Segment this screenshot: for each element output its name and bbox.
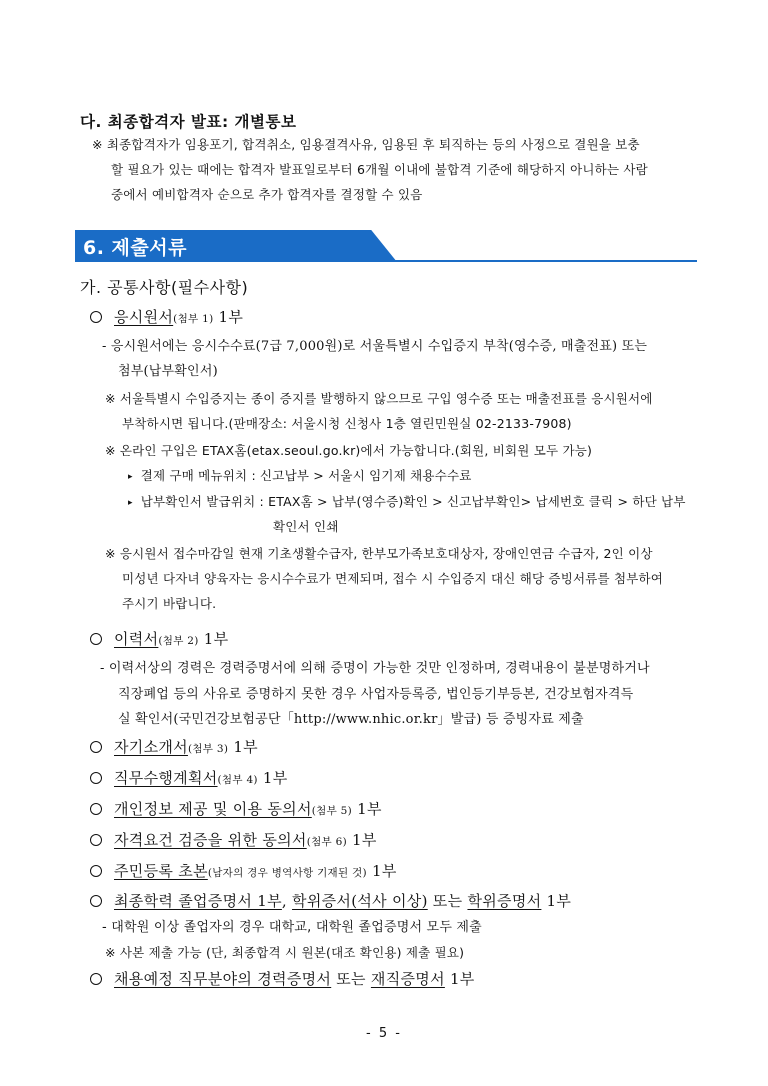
circle-bullet-icon	[90, 834, 102, 846]
triangle-bullet-icon: ▸	[128, 472, 133, 482]
item-label: 자기소개서	[114, 738, 188, 756]
item1-note3-line-1: ※ 응시원서 접수마감일 현재 기초생활수급자, 한부모가족보호대상자, 장애인연금 수급자, 2인 이상	[105, 546, 653, 561]
item-part3: 학위증명서	[467, 892, 542, 910]
item-diploma	[90, 890, 571, 911]
section-da-note-line-1: ※ 최종합격자가 임용포기, 합격취소, 임용결격사유, 임용된 후 퇴직하는 등의 사정으로 결원을 보충	[92, 137, 640, 152]
item-count: 1부	[366, 862, 397, 880]
item1-dash-line-2: 첨부(납부확인서)	[118, 364, 218, 379]
bullet-text: 결제 구매 메뉴위치 : 신고납부 > 서울시 임기제 채용수수료	[140, 468, 472, 483]
item1-note1-line-1: ※ 서울특별시 수입증지는 종이 증지를 발행하지 않으므로 구입 영수증 또는 매출전표를 응시원서에	[105, 391, 653, 406]
item-job-plan	[90, 767, 288, 788]
item-attach: (첨부 5)	[311, 805, 353, 817]
item-attach: (첨부 3)	[187, 743, 229, 755]
item-count: 1부	[352, 800, 382, 818]
item-label: 이력서	[114, 630, 159, 648]
item1-note2: ※ 온라인 구입은 ETAX홈(etax.seoul.go.kr)에서 가능합니다.(회원, 비회원 모두 가능)	[105, 443, 593, 458]
item-part2: 재직증명서	[370, 970, 445, 988]
item-count: 1부	[198, 630, 229, 648]
circle-bullet-icon	[90, 895, 102, 907]
circle-bullet-icon	[90, 741, 102, 753]
item-label: 주민등록 초본	[114, 862, 208, 880]
circle-bullet-icon	[90, 973, 102, 985]
item1-note3-line-3: 주시기 바랍니다.	[122, 596, 217, 611]
item1-dash-line-1: - 응시원서에는 응시수수료(7급 7,000원)로 서울특별시 수입증지 부착(영수증, 매출전표) 또는	[102, 339, 648, 354]
item-attach: (첨부 6)	[306, 836, 347, 848]
item-attach: (남자의 경우 병역사항 기재된 것)	[207, 867, 367, 879]
section-da-heading: 다. 최종합격자 발표: 개별통보	[80, 113, 297, 131]
item1-note1-line-2: 부착하시면 됩니다.(판매장소: 서울시청 신청사 1층 열린민원실 02-2133-7908)	[122, 416, 572, 431]
item-count: 1부	[444, 970, 475, 988]
item8-note: ※ 사본 제출 가능 (단, 최종합격 시 원본(대조 확인용) 제출 필요)	[105, 945, 465, 960]
item2-dash-line-1: - 이력서상의 경력은 경력증명서에 의해 증명이 가능한 것만 인정하며, 경력내용이 불분명하거나	[100, 661, 650, 676]
section-da-note-line-3: 중에서 예비합격자 순으로 추가 합격자를 결정할 수 있음	[111, 187, 423, 202]
item-mid: 또는	[331, 970, 371, 988]
banner-underline	[75, 260, 697, 262]
item1-bullet-2	[128, 489, 686, 516]
item-label: 자격요건 검증을 위한 동의서	[114, 831, 307, 849]
circle-bullet-icon	[90, 633, 102, 645]
item-attach: (첨부 4)	[217, 774, 258, 786]
item-count: 1부	[228, 738, 258, 756]
circle-bullet-icon	[90, 311, 102, 323]
banner-title: 6. 제출서류	[83, 237, 187, 259]
item-label: 개인정보 제공 및 이용 동의서	[114, 800, 312, 818]
item-count: 1부	[346, 831, 377, 849]
item-count: 1부	[541, 892, 572, 910]
item1-bullet-1	[128, 463, 472, 490]
item2-dash-line-2: 직장폐업 등의 사유로 증명하지 못한 경우 사업자등록증, 법인등기부등본, 건강보험자격득	[118, 687, 634, 702]
item-count: 1부	[257, 769, 288, 787]
item-sep: ,	[281, 892, 293, 910]
item-attach: (첨부 1)	[173, 313, 214, 325]
section-da-note-line-2: 할 필요가 있는 때에는 합격자 발표일로부터 6개월 이내에 불합격 기준에 해당하지 아니하는 사람	[111, 162, 648, 177]
item-label: 응시원서	[114, 308, 174, 326]
item-resume	[90, 628, 228, 649]
circle-bullet-icon	[90, 772, 102, 784]
item2-dash-line-3: 실 확인서(국민건강보험공단「http://www.nhic.or.kr」발급) 등 증빙자료 제출	[118, 712, 584, 727]
section-6-banner	[75, 230, 697, 262]
item-self-introduction	[90, 736, 258, 757]
item-label: 직무수행계획서	[114, 769, 218, 787]
item-count: 1부	[213, 308, 244, 326]
bullet-text: 납부확인서 발급위치 : ETAX홈 > 납부(영수증)확인 > 신고납부확인> 납세번호 클릭 > 하단 납부	[140, 494, 686, 509]
item-resident-register	[90, 860, 397, 881]
item8-dash: - 대학원 이상 졸업자의 경우 대학교, 대학원 졸업증명서 모두 제출	[102, 920, 482, 935]
item-verification-consent	[90, 829, 377, 850]
item-part1: 채용예정 직무분야의 경력증명서	[114, 970, 332, 988]
page-number: - 5 -	[366, 1026, 402, 1041]
circle-bullet-icon	[90, 803, 102, 815]
item-privacy-consent	[90, 798, 382, 819]
circle-bullet-icon	[90, 865, 102, 877]
triangle-bullet-icon: ▸	[128, 498, 133, 508]
item-application-form	[90, 306, 243, 327]
item-mid: 또는	[427, 892, 468, 910]
item-attach: (첨부 2)	[158, 635, 199, 647]
item1-bullet-2-cont: 확인서 인쇄	[273, 519, 339, 534]
item-part2: 학위증서(석사 이상)	[292, 892, 428, 910]
section-ga-heading: 가. 공통사항(필수사항)	[80, 278, 249, 297]
item-part1: 최종학력 졸업증명서 1부	[114, 892, 282, 910]
item1-note3-line-2: 미성년 다자녀 양육자는 응시수수료가 면제되며, 접수 시 수입증지 대신 해당 증빙서류를 첨부하여	[122, 571, 664, 586]
item-career-certificate	[90, 968, 475, 989]
